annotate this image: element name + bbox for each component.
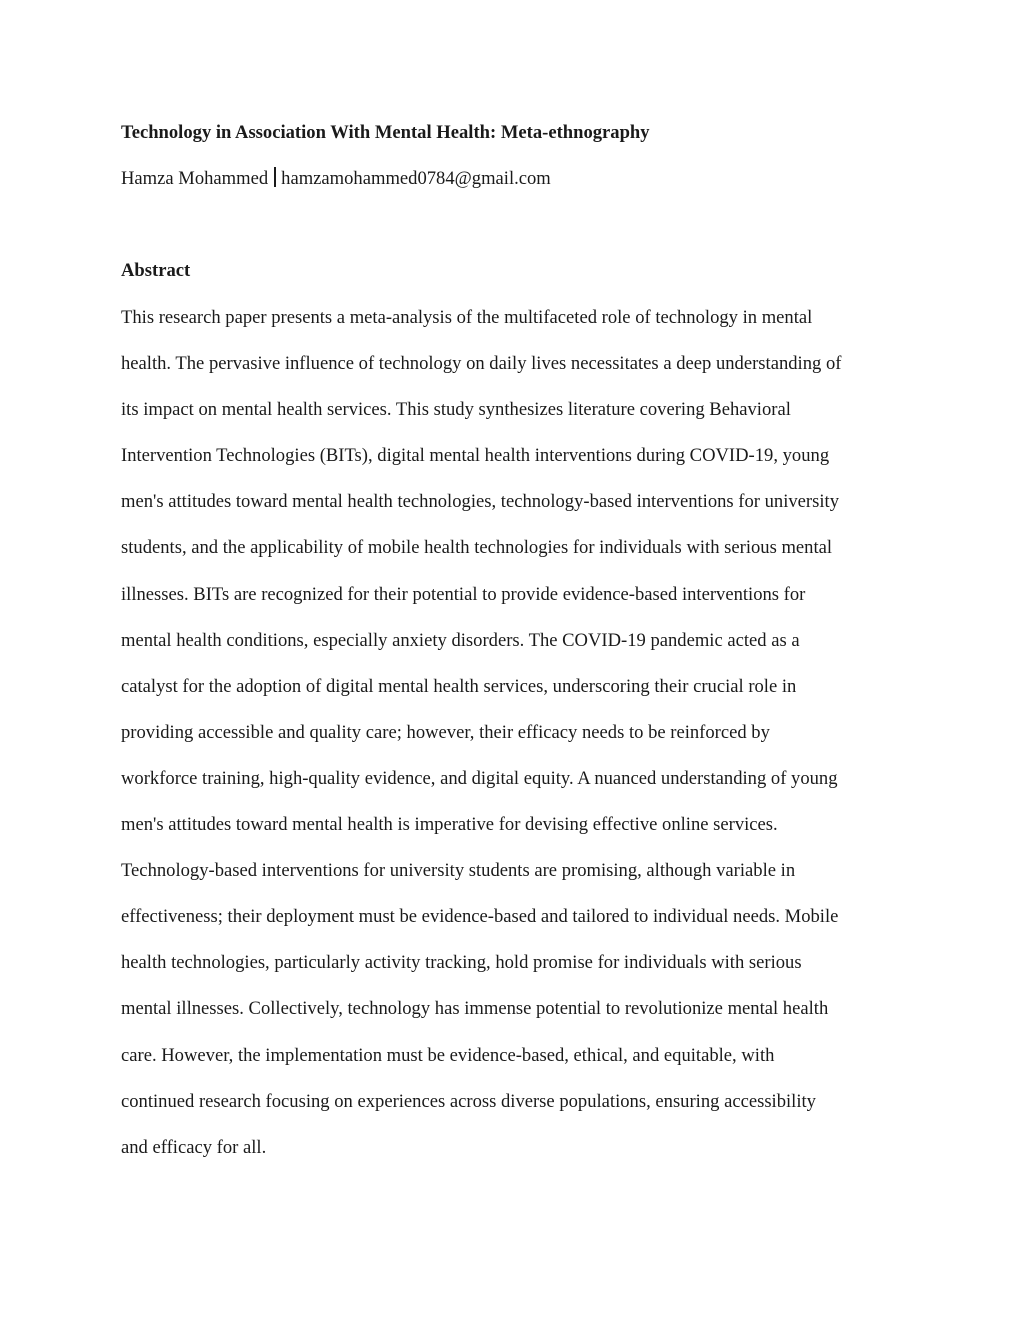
abstract-line: continued research focusing on experiences across diverse populations, ensuring accessibility <box>121 1090 816 1112</box>
abstract-line: students, and the applicability of mobile health technologies for individuals with serious mental <box>121 537 833 559</box>
author-email: hamzamohammed0784@gmail.com <box>281 168 551 189</box>
abstract-line: mental illnesses. Collectively, technology has immense potential to revolutionize mental health <box>121 998 829 1020</box>
abstract-line: Technology-based interventions for university students are promising, although variable in <box>121 860 796 882</box>
abstract-line: effectiveness; their deployment must be evidence-based and tailored to individual needs. Mobile <box>121 906 839 928</box>
abstract-line: This research paper presents a meta-analysis of the multifaceted role of technology in mental <box>121 307 813 328</box>
abstract-line: mental health conditions, especially anxiety disorders. The COVID-19 pandemic acted as a <box>121 629 800 651</box>
abstract-line: health. The pervasive influence of technology on daily lives necessitates a deep understanding of <box>121 353 842 375</box>
abstract-line: its impact on mental health services. This study synthesizes literature covering Behavioral <box>121 399 791 421</box>
abstract-heading: Abstract <box>121 260 191 281</box>
author-separator <box>274 167 276 187</box>
author-line <box>121 166 551 192</box>
abstract-line: workforce training, high-quality evidence, and digital equity. A nuanced understanding of young <box>121 767 838 789</box>
author-name: Hamza Mohammed <box>121 168 269 189</box>
abstract-line: men's attitudes toward mental health is imperative for devising effective online services. <box>121 814 778 836</box>
abstract-body <box>121 305 911 1181</box>
abstract-line: and efficacy for all. <box>121 1136 267 1158</box>
abstract-line: men's attitudes toward mental health technologies, technology-based interventions for university <box>121 491 839 513</box>
paper-title: Technology in Association With Mental Health: Meta-ethnography <box>121 122 650 143</box>
abstract-line: illnesses. BITs are recognized for their potential to provide evidence-based interventions for <box>121 583 806 605</box>
abstract-line: catalyst for the adoption of digital mental health services, underscoring their crucial role in <box>121 675 797 697</box>
abstract-line: Intervention Technologies (BITs), digital mental health interventions during COVID-19, young <box>121 445 830 467</box>
abstract-line: providing accessible and quality care; however, their efficacy needs to be reinforced by <box>121 721 770 743</box>
abstract-line: health technologies, particularly activity tracking, hold promise for individuals with serious <box>121 952 802 974</box>
abstract-line: care. However, the implementation must be evidence-based, ethical, and equitable, with <box>121 1044 775 1066</box>
